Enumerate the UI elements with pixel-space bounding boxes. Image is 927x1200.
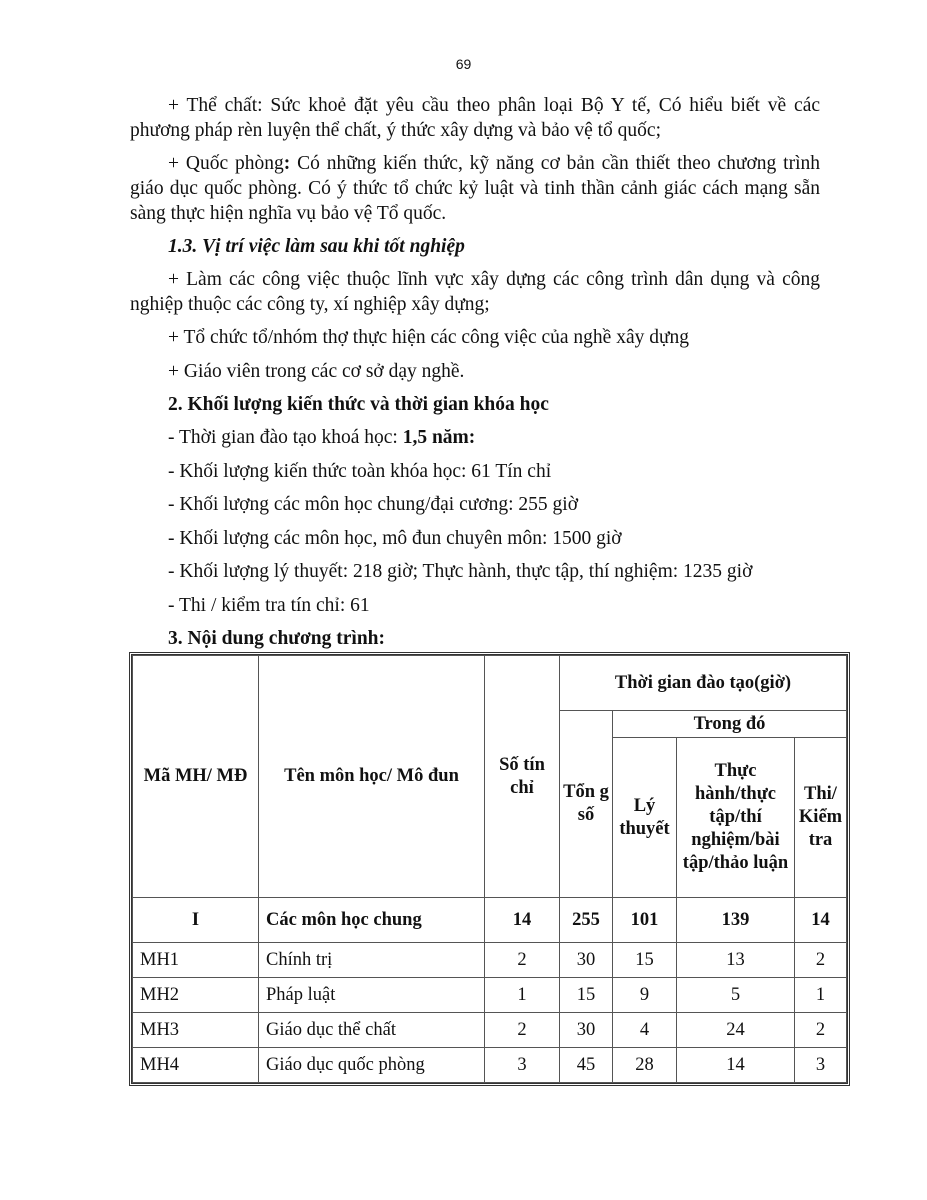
- row-code: MH4: [133, 1048, 259, 1083]
- program-table-frame: [129, 652, 850, 1086]
- row-practice: 5: [677, 978, 795, 1013]
- row-exam: 3: [795, 1048, 847, 1083]
- header-exam: Thi/ Kiểm tra: [795, 738, 847, 898]
- volume-line-1: - Khối lượng kiến thức toàn khóa học: 61 Tín chỉ: [168, 460, 552, 482]
- row-name: Chính trị: [259, 943, 485, 978]
- group-row: [133, 898, 847, 943]
- section-3-heading: 3. Nội dung chương trình:: [168, 628, 386, 649]
- row-name: Pháp luật: [259, 978, 485, 1013]
- duration-line: [130, 425, 820, 450]
- group-name: Các môn học chung: [259, 898, 485, 943]
- header-total: Tổn g số: [560, 711, 613, 898]
- program-table: [132, 655, 847, 1083]
- header-theory: Lý thuyết: [613, 738, 677, 898]
- group-exam: 14: [795, 898, 847, 943]
- header-time-group: Thời gian đào tạo(giờ): [560, 656, 847, 711]
- quoc-phong-label: + Quốc phòng: [168, 153, 284, 174]
- row-credits: 3: [485, 1048, 560, 1083]
- row-theory: 28: [613, 1048, 677, 1083]
- header-practice: Thực hành/thực tập/thí nghiệm/bài tập/thảo luận: [677, 738, 795, 898]
- row-total: 30: [560, 1013, 613, 1048]
- row-credits: 2: [485, 943, 560, 978]
- row-name: Giáo dục quốc phòng: [259, 1048, 485, 1083]
- group-practice: 139: [677, 898, 795, 943]
- volume-line-4: - Khối lượng lý thuyết: 218 giờ; Thực hành, thực tập, thí nghiệm: 1235 giờ: [168, 561, 753, 582]
- group-code: I: [133, 898, 259, 943]
- volume-line-3: - Khối lượng các môn học, mô đun chuyên môn: 1500 giờ: [168, 527, 622, 549]
- row-practice: 13: [677, 943, 795, 978]
- the-chat-label: + Thể chất:: [168, 95, 263, 116]
- duration-label: - Thời gian đào tạo khoá học:: [168, 427, 398, 448]
- row-name: Giáo dục thể chất: [259, 1013, 485, 1048]
- row-exam: 1: [795, 978, 847, 1013]
- job-item-3: + Giáo viên trong các cơ sở dạy nghề.: [168, 360, 465, 382]
- row-exam: 2: [795, 1013, 847, 1048]
- section-2-number: 2: [168, 394, 178, 415]
- volume-line-2: - Khối lượng các môn học chung/đại cương: 255 giờ: [168, 494, 579, 515]
- header-of-which: Trong đó: [613, 711, 847, 738]
- job-item-1: + Làm các công việc thuộc lĩnh vực xây dựng các công trình dân dụng và công nghiệp thuộc các công ty, xí nghiệp xây dựng;: [130, 269, 820, 315]
- table-row: [133, 1048, 847, 1083]
- section-1-3-heading: 1.3. Vị trí việc làm sau khi tốt nghiệp: [168, 236, 465, 257]
- row-practice: 24: [677, 1013, 795, 1048]
- paragraph-quoc-phong: [130, 151, 820, 226]
- header-credits: Số tín chỉ: [485, 656, 560, 898]
- row-credits: 2: [485, 1013, 560, 1048]
- row-total: 15: [560, 978, 613, 1013]
- row-exam: 2: [795, 943, 847, 978]
- job-item-2: + Tổ chức tổ/nhóm thợ thực hiện các công việc của nghề xây dựng: [168, 327, 690, 348]
- header-code: Mã MH/ MĐ: [133, 656, 259, 898]
- page-number: 69: [455, 56, 472, 72]
- row-total: 30: [560, 943, 613, 978]
- row-code: MH3: [133, 1013, 259, 1048]
- document-body: [130, 93, 820, 659]
- row-theory: 4: [613, 1013, 677, 1048]
- row-credits: 1: [485, 978, 560, 1013]
- row-total: 45: [560, 1048, 613, 1083]
- group-credits: 14: [485, 898, 560, 943]
- volume-line-5: - Thi / kiểm tra tín chỉ: 61: [168, 594, 370, 616]
- header-name: Tên môn học/ Mô đun: [259, 656, 485, 898]
- group-theory: 101: [613, 898, 677, 943]
- row-code: MH1: [133, 943, 259, 978]
- header-row-1: [133, 656, 847, 711]
- table-row: [133, 978, 847, 1013]
- group-total: 255: [560, 898, 613, 943]
- row-practice: 14: [677, 1048, 795, 1083]
- row-theory: 9: [613, 978, 677, 1013]
- duration-value: 1,5 năm:: [397, 427, 476, 448]
- table-row: [133, 1013, 847, 1048]
- table-row: [133, 943, 847, 978]
- row-theory: 15: [613, 943, 677, 978]
- quoc-phong-colon: :: [283, 153, 291, 174]
- paragraph-the-chat: [130, 93, 820, 143]
- section-2-heading: [130, 392, 820, 417]
- the-chat-text: Sức khoẻ đặt yêu cầu theo phân loại Bộ Y tế, Có hiểu biết về các phương pháp rèn luyện thể chất, ý thức xây dựng và bảo vệ tổ quốc;: [130, 95, 821, 141]
- quoc-phong-text: Có những kiến thức, kỹ năng cơ bản cần thiết theo chương trình giáo dục quốc phòng. Có ý thức tổ chức kỷ luật và tinh thần cảnh giác cách mạng sẵn sàng thực hiện nghĩa vụ bảo vệ Tổ quốc.: [130, 153, 820, 224]
- row-code: MH2: [133, 978, 259, 1013]
- section-2-title: . Khối lượng kiến thức và thời gian khóa học: [177, 394, 549, 415]
